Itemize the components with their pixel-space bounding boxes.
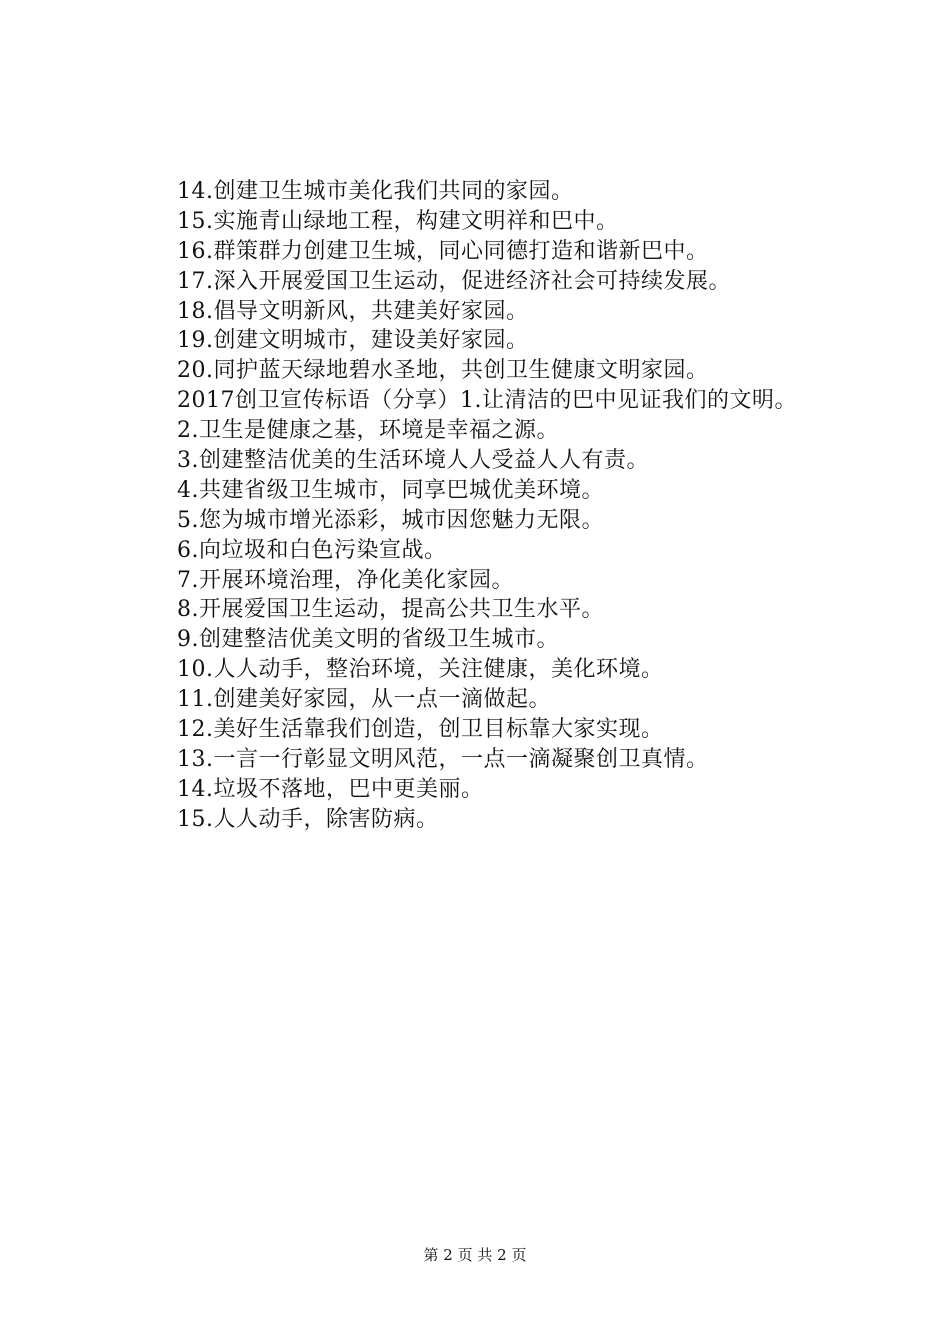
slogan-line: 3.创建整洁优美的生活环境人人受益人人有责。 [177, 448, 649, 474]
slogan-line: 9.创建整洁优美文明的省级卫生城市。 [177, 627, 559, 653]
slogan-line: 14.垃圾不落地，巴中更美丽。 [177, 776, 484, 802]
slogan-line: 4.共建省级卫生城市，同享巴城优美环境。 [177, 477, 604, 503]
document-body [133, 177, 833, 835]
slogan-line: 10.人人动手，整治环境，关注健康，美化环境。 [177, 657, 664, 683]
slogan-line: 7.开展环境治理，净化美化家园。 [177, 567, 514, 593]
slogan-line: 19.创建文明城市，建设美好家园。 [177, 328, 529, 354]
slogan-list-part-1 [133, 177, 833, 386]
heading-paragraph: 2017创卫宣传标语（分享）1.让清洁的巴中见证我们的文明。 [177, 388, 797, 414]
slogan-line: 15.人人动手，除害防病。 [177, 806, 439, 832]
slogan-line: 18.倡导文明新风，共建美好家园。 [177, 298, 529, 324]
slogan-line: 20.同护蓝天绿地碧水圣地，共创卫生健康文明家园。 [177, 358, 709, 384]
slogan-line: 8.开展爱国卫生运动，提高公共卫生水平。 [177, 597, 604, 623]
page-footer: 第 2 页 共 2 页 [423, 1246, 527, 1264]
slogan-line: 14.创建卫生城市美化我们共同的家园。 [177, 179, 574, 204]
slogan-line: 2.卫生是健康之基，环境是幸福之源。 [177, 418, 559, 444]
slogan-line: 17.深入开展爱国卫生运动，促进经济社会可持续发展。 [177, 268, 731, 294]
slogan-line: 13.一言一行彰显文明风范，一点一滴凝聚创卫真情。 [177, 746, 709, 772]
slogan-line: 15.实施青山绿地工程，构建文明祥和巴中。 [177, 208, 619, 234]
slogan-line: 11.创建美好家园，从一点一滴做起。 [177, 687, 551, 713]
slogan-line: 5.您为城市增光添彩，城市因您魅力无限。 [177, 507, 604, 533]
slogan-line: 16.群策群力创建卫生城，同心同德打造和谐新巴中。 [177, 238, 709, 264]
slogan-line: 12.美好生活靠我们创造，创卫目标靠大家实现。 [177, 717, 664, 743]
slogan-line: 6.向垃圾和白色污染宣战。 [177, 537, 447, 563]
slogan-list-part-2 [133, 416, 833, 834]
